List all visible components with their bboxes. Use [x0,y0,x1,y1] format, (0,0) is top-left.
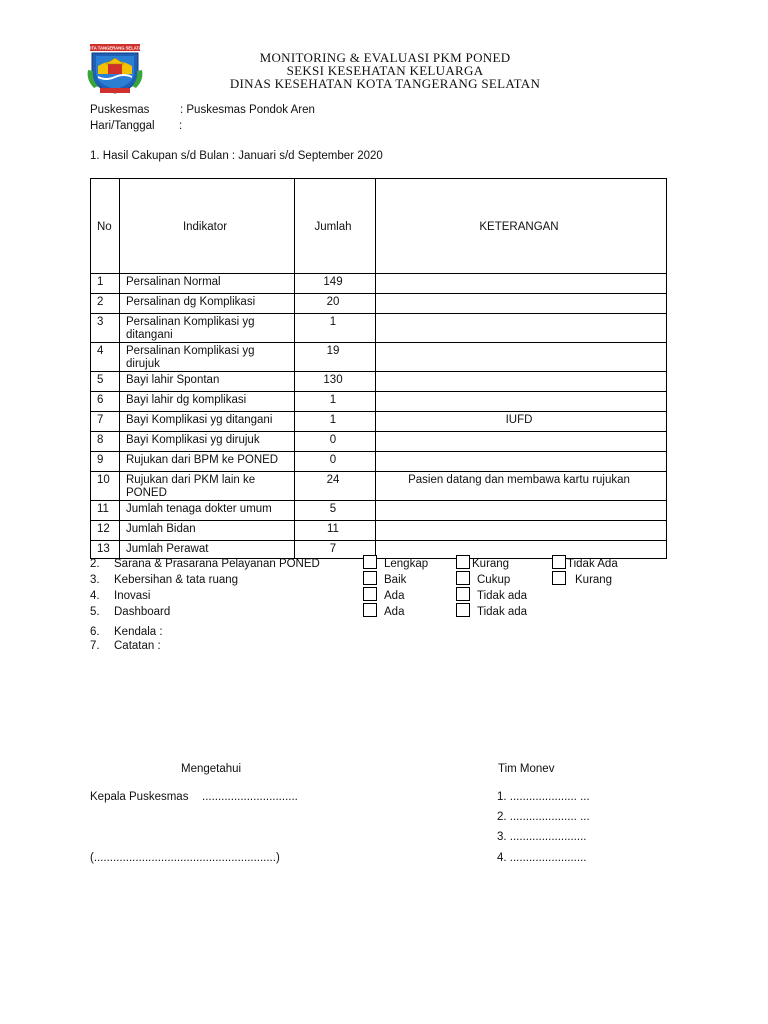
section-1-heading: 1. Hasil Cakupan s/d Bulan : Januari s/d September 2020 [90,150,383,162]
row-number-cell [91,274,120,294]
row-number: 2 [97,296,104,308]
header-keterangan: KETERANGAN [376,179,667,274]
row-number: 13 [97,543,110,555]
option-label: Kurang [472,558,510,570]
document-agency: DINAS KESEHATAN KOTA TANGERANG SELATAN [229,76,541,91]
row-keterangan [376,432,666,434]
option-checkbox[interactable] [363,587,377,601]
row-number-cell [91,372,120,392]
row-indikator-cell [120,541,295,559]
kendala-number: 6. [90,626,100,638]
row-number: 8 [97,434,104,446]
row-number-cell [91,343,120,372]
checklist-label: Sarana & Prasarana Pelayanan PONED [114,558,320,570]
checklist-label: Kebersihan & tata ruang [114,574,239,586]
row-keterangan-cell [376,372,667,392]
checklist-number: 5. [90,606,100,618]
row-keterangan [376,314,666,316]
row-number-cell [91,472,120,501]
row-jumlah-cell [295,294,376,314]
row-jumlah-cell [295,392,376,412]
row-keterangan-cell [376,521,667,541]
row-number-cell [91,392,120,412]
signature-name-line: (.........................................................) [90,852,280,864]
row-number: 5 [97,374,104,386]
row-indikator: Bayi Komplikasi yg dirujuk [126,434,260,446]
row-indikator-cell [120,432,295,452]
row-indikator: Rujukan dari PKM lain ke PONED [126,474,256,499]
checklist-number: 2. [90,558,100,570]
row-indikator: Jumlah Perawat [126,543,209,555]
row-keterangan: Pasien datang dan membawa kartu rujukan [408,474,630,486]
table-row [91,392,667,412]
row-indikator: Bayi lahir dg komplikasi [126,394,247,406]
option-label: Baik [384,574,407,586]
row-number-cell [91,501,120,521]
row-indikator-cell [120,392,295,412]
table-row [91,472,667,501]
header-indikator: Indikator [120,179,295,274]
row-keterangan [376,343,666,345]
row-keterangan-cell [376,432,667,452]
row-number-cell [91,521,120,541]
option-checkbox[interactable] [552,555,566,569]
header-no: No [91,179,120,274]
row-jumlah-cell [295,412,376,432]
tim-monev-line-1: 1. ..................... ... [497,791,590,803]
document-subtitle: SEKSI KESEHATAN KELUARGA [286,63,484,78]
row-keterangan [376,541,666,543]
row-jumlah: 11 [327,523,339,535]
city-logo [84,44,146,94]
row-number: 10 [97,474,110,486]
row-number-cell [91,432,120,452]
kepala-puskesmas-dots: .............................. [202,791,298,803]
coverage-table [90,178,667,559]
table-row [91,412,667,432]
row-keterangan-cell [376,412,667,432]
row-jumlah-cell [295,472,376,501]
option-checkbox[interactable] [456,555,470,569]
row-keterangan [376,372,666,374]
row-number: 9 [97,454,104,466]
row-jumlah-cell [295,521,376,541]
row-keterangan-cell [376,294,667,314]
row-jumlah: 5 [329,503,337,515]
option-label: Ada [384,606,405,618]
row-number-cell [91,314,120,343]
row-keterangan-cell [376,274,667,294]
puskesmas-label: Puskesmas [90,104,150,116]
row-jumlah-cell [295,432,376,452]
checklist-label: Dashboard [114,606,171,618]
row-indikator: Jumlah tenaga dokter umum [126,503,272,515]
row-jumlah-cell [295,314,376,343]
row-keterangan [376,392,666,394]
row-jumlah-cell [295,343,376,372]
row-indikator-cell [120,412,295,432]
row-jumlah: 1 [329,394,337,406]
tim-monev-line-2: 2. ..................... ... [497,811,590,823]
row-jumlah: 19 [326,345,340,357]
row-number: 7 [97,414,104,426]
option-label: Tidak Ada [567,558,618,570]
row-indikator: Rujukan dari BPM ke PONED [126,454,279,466]
row-indikator: Bayi lahir Spontan [126,374,220,386]
row-keterangan [376,274,666,276]
table-row [91,501,667,521]
table-row [91,274,667,294]
kendala-label: Kendala : [114,626,163,638]
catatan-number: 7. [90,640,100,652]
row-jumlah: 20 [326,296,340,308]
header-jumlah: Jumlah [295,179,376,274]
table-row [91,521,667,541]
option-checkbox[interactable] [363,603,377,617]
option-label: Ada [384,590,405,602]
tim-monev-heading: Tim Monev [498,763,555,775]
row-jumlah-cell [295,372,376,392]
checklist-number: 4. [90,590,100,602]
row-keterangan-cell [376,343,667,372]
row-jumlah: 0 [329,454,337,466]
row-indikator: Jumlah Bidan [126,523,196,535]
row-indikator-cell [120,314,295,343]
row-indikator: Persalinan Komplikasi yg dirujuk [126,345,255,370]
row-keterangan-cell [376,472,667,501]
checklist-number: 3. [90,574,100,586]
document-title: MONITORING & EVALUASI PKM PONED [259,50,511,65]
option-label: Lengkap [384,558,429,570]
row-number: 1 [97,276,104,288]
mengetahui-heading: Mengetahui [181,763,242,775]
row-indikator-cell [120,501,295,521]
row-jumlah: 0 [329,434,337,446]
option-label: Kurang [575,574,613,586]
row-jumlah: 24 [326,474,340,486]
row-jumlah: 130 [323,374,343,386]
row-indikator-cell [120,343,295,372]
row-number-cell [91,412,120,432]
catatan-label: Catatan : [114,640,161,652]
row-keterangan-cell [376,452,667,472]
table-row [91,294,667,314]
puskesmas-value: : Puskesmas Pondok Aren [180,104,315,116]
row-keterangan-cell [376,392,667,412]
row-keterangan [376,294,666,296]
row-indikator-cell [120,452,295,472]
row-number: 4 [97,345,104,357]
row-jumlah: 1 [329,316,337,328]
option-checkbox[interactable] [456,587,470,601]
option-label: Tidak ada [477,590,528,602]
row-keterangan [376,501,666,503]
row-jumlah: 1 [329,414,337,426]
table-row [91,432,667,452]
table-header-row [91,179,667,274]
option-checkbox[interactable] [363,555,377,569]
row-keterangan-cell [376,314,667,343]
table-row [91,452,667,472]
tim-monev-line-3: 3. ........................ [497,831,587,843]
row-number: 3 [97,316,104,328]
row-number: 11 [97,503,109,515]
kepala-puskesmas-label: Kepala Puskesmas [90,791,189,803]
logo-banner-text: KOTA TANGERANG SELATAN [85,45,145,51]
row-indikator-cell [120,521,295,541]
row-keterangan-cell [376,501,667,521]
row-indikator-cell [120,294,295,314]
row-number-cell [91,541,120,559]
row-indikator: Persalinan Normal [126,276,221,288]
table-row [91,343,667,372]
row-keterangan [376,521,666,523]
row-keterangan: IUFD [505,414,533,426]
row-jumlah-cell [295,501,376,521]
date-value: : [179,120,183,132]
row-indikator: Persalinan Komplikasi yg ditangani [126,316,255,341]
row-indikator: Persalinan dg Komplikasi [126,296,256,308]
row-jumlah: 149 [323,276,343,288]
date-label: Hari/Tanggal [90,120,155,132]
row-jumlah: 7 [329,543,337,555]
option-checkbox[interactable] [552,571,566,585]
row-indikator-cell [120,472,295,501]
option-label: Tidak ada [477,606,528,618]
row-indikator: Bayi Komplikasi yg ditangani [126,414,273,426]
row-number: 6 [97,394,104,406]
table-row [91,372,667,392]
option-checkbox[interactable] [456,603,470,617]
row-indikator-cell [120,274,295,294]
row-number-cell [91,452,120,472]
row-indikator-cell [120,372,295,392]
option-checkbox[interactable] [456,571,470,585]
row-keterangan-cell [376,541,667,559]
table-row [91,541,667,559]
row-keterangan [376,452,666,454]
checklist-label: Inovasi [114,590,151,602]
row-number-cell [91,294,120,314]
row-jumlah-cell [295,452,376,472]
tim-monev-line-4: 4. ........................ [497,852,587,864]
option-label: Cukup [477,574,511,586]
option-checkbox[interactable] [363,571,377,585]
row-jumlah-cell [295,274,376,294]
row-number: 12 [97,523,110,535]
table-row [91,314,667,343]
